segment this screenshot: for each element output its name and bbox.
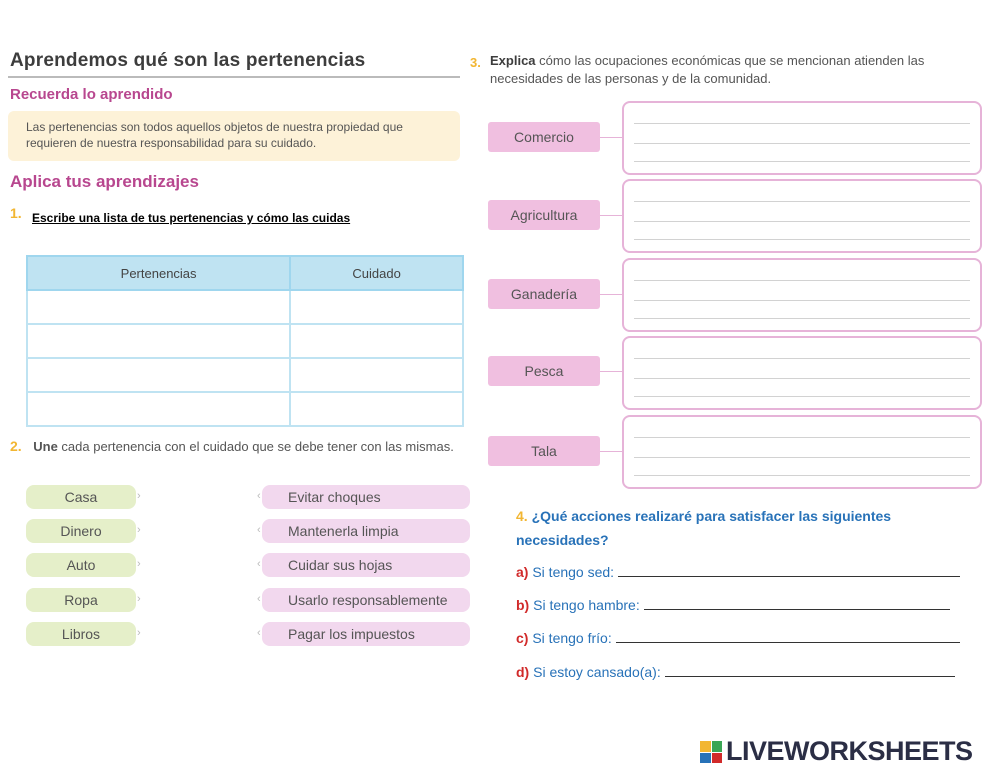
- connector-dot[interactable]: ›: [137, 627, 141, 639]
- question-2-text: [26, 438, 466, 456]
- need-text: Si tengo sed:: [532, 564, 615, 580]
- connector-dot[interactable]: ‹: [257, 593, 261, 605]
- need-item-b: [516, 596, 950, 613]
- connector-dot[interactable]: ›: [137, 558, 141, 570]
- match-care-mantenerla-limpia[interactable]: Mantenerla limpia: [262, 519, 470, 543]
- occupation-connector: [600, 215, 622, 216]
- table-cell[interactable]: [27, 392, 290, 426]
- answer-blank-c[interactable]: [616, 629, 960, 643]
- question-2-number: 2.: [10, 438, 22, 454]
- need-text: Si tengo frío:: [532, 630, 612, 646]
- table-header-pertenencias: Pertenencias: [27, 256, 290, 290]
- match-item-dinero[interactable]: Dinero: [26, 519, 136, 543]
- need-letter: c): [516, 630, 529, 646]
- occupation-tala: Tala: [488, 436, 600, 466]
- match-item-ropa[interactable]: Ropa: [26, 588, 136, 612]
- answer-box-agricultura[interactable]: [622, 179, 982, 253]
- question-4-text: ¿Qué acciones realizaré para satisfacer las siguientes necesidades?: [516, 508, 892, 548]
- occupation-connector: [600, 371, 622, 372]
- question-3-body: cómo las ocupaciones económicas que se mencionan atienden las necesidades de las personas y de la comunidad.: [490, 53, 925, 86]
- connector-dot[interactable]: ›: [137, 490, 141, 502]
- title-divider: [8, 76, 460, 78]
- question-3-bold: Explica: [490, 53, 536, 68]
- question-4-number: 4.: [516, 508, 528, 524]
- connector-dot[interactable]: ›: [137, 593, 141, 605]
- table-cell[interactable]: [290, 324, 463, 358]
- table-row: [27, 358, 463, 392]
- match-item-auto[interactable]: Auto: [26, 553, 136, 577]
- table-cell[interactable]: [27, 324, 290, 358]
- match-care-usarlo[interactable]: Usarlo responsablemente: [262, 588, 470, 612]
- apply-heading: Aplica tus aprendizajes: [10, 172, 199, 191]
- answer-box-comercio[interactable]: [622, 101, 982, 175]
- answer-line: [634, 378, 970, 379]
- answer-line: [634, 457, 970, 458]
- answer-box-pesca[interactable]: [622, 336, 982, 410]
- question-2-body: cada pertenencia con el cuidado que se debe tener con las mismas.: [57, 439, 454, 454]
- answer-line: [634, 221, 970, 222]
- table-cell[interactable]: [290, 392, 463, 426]
- connector-dot[interactable]: ‹: [257, 558, 261, 570]
- occupation-pesca: Pesca: [488, 356, 600, 386]
- page-title: Aprendemos qué son las pertenencias: [10, 50, 366, 71]
- connector-dot[interactable]: ‹: [257, 490, 261, 502]
- answer-box-tala[interactable]: [622, 415, 982, 489]
- question-2-bold: Une: [33, 439, 58, 454]
- match-care-cuidar-hojas[interactable]: Cuidar sus hojas: [262, 553, 470, 577]
- occupation-agricultura: Agricultura: [488, 200, 600, 230]
- answer-line: [634, 300, 970, 301]
- table-cell[interactable]: [27, 358, 290, 392]
- need-item-c: [516, 629, 960, 646]
- table-row: [27, 392, 463, 426]
- question-4-heading: [516, 504, 956, 552]
- occupation-ganaderia: Ganadería: [488, 279, 600, 309]
- need-text: Si tengo hambre:: [533, 597, 640, 613]
- answer-line: [634, 437, 970, 438]
- table-cell[interactable]: [27, 290, 290, 324]
- answer-line: [634, 475, 970, 476]
- occupation-connector: [600, 451, 622, 452]
- liveworksheets-logo: LIVEWORKSHEETS: [726, 736, 973, 766]
- question-3-text: [490, 52, 960, 88]
- table-row: [27, 324, 463, 358]
- match-item-libros[interactable]: Libros: [26, 622, 136, 646]
- connector-dot[interactable]: ‹: [257, 627, 261, 639]
- connector-dot[interactable]: ‹: [257, 524, 261, 536]
- question-1-number: 1.: [10, 205, 22, 221]
- occupation-comercio: Comercio: [488, 122, 600, 152]
- need-letter: a): [516, 564, 529, 580]
- answer-line: [634, 201, 970, 202]
- table-header-cuidado: Cuidado: [290, 256, 463, 290]
- answer-blank-b[interactable]: [644, 596, 950, 610]
- question-1-text: Escribe una lista de tus pertenencias y cómo las cuidas: [32, 211, 351, 225]
- need-item-d: [516, 663, 955, 680]
- connector-dot[interactable]: ›: [137, 524, 141, 536]
- answer-blank-d[interactable]: [665, 663, 955, 677]
- need-text: Si estoy cansado(a):: [533, 664, 661, 680]
- recall-heading: Recuerda lo aprendido: [10, 86, 173, 103]
- answer-box-ganaderia[interactable]: [622, 258, 982, 332]
- table-cell[interactable]: [290, 358, 463, 392]
- answer-line: [634, 143, 970, 144]
- answer-blank-a[interactable]: [618, 563, 960, 577]
- need-item-a: [516, 563, 960, 580]
- match-care-pagar-impuestos[interactable]: Pagar los impuestos: [262, 622, 470, 646]
- table-cell[interactable]: [290, 290, 463, 324]
- table-row: [27, 290, 463, 324]
- answer-line: [634, 396, 970, 397]
- answer-line: [634, 161, 970, 162]
- match-care-evitar-choques[interactable]: Evitar choques: [262, 485, 470, 509]
- answer-line: [634, 318, 970, 319]
- answer-line: [634, 358, 970, 359]
- occupation-connector: [600, 137, 622, 138]
- recall-text: Las pertenencias son todos aquellos objetos de nuestra propiedad que requieren de nuestra responsabilidad para su cuidado.: [26, 120, 403, 150]
- question-3-number: 3.: [470, 55, 481, 70]
- liveworksheets-logo-icon: [700, 741, 722, 763]
- need-letter: d): [516, 664, 530, 680]
- answer-line: [634, 123, 970, 124]
- occupation-connector: [600, 294, 622, 295]
- need-letter: b): [516, 597, 530, 613]
- match-item-casa[interactable]: Casa: [26, 485, 136, 509]
- belongings-table: [26, 255, 464, 427]
- answer-line: [634, 280, 970, 281]
- answer-line: [634, 239, 970, 240]
